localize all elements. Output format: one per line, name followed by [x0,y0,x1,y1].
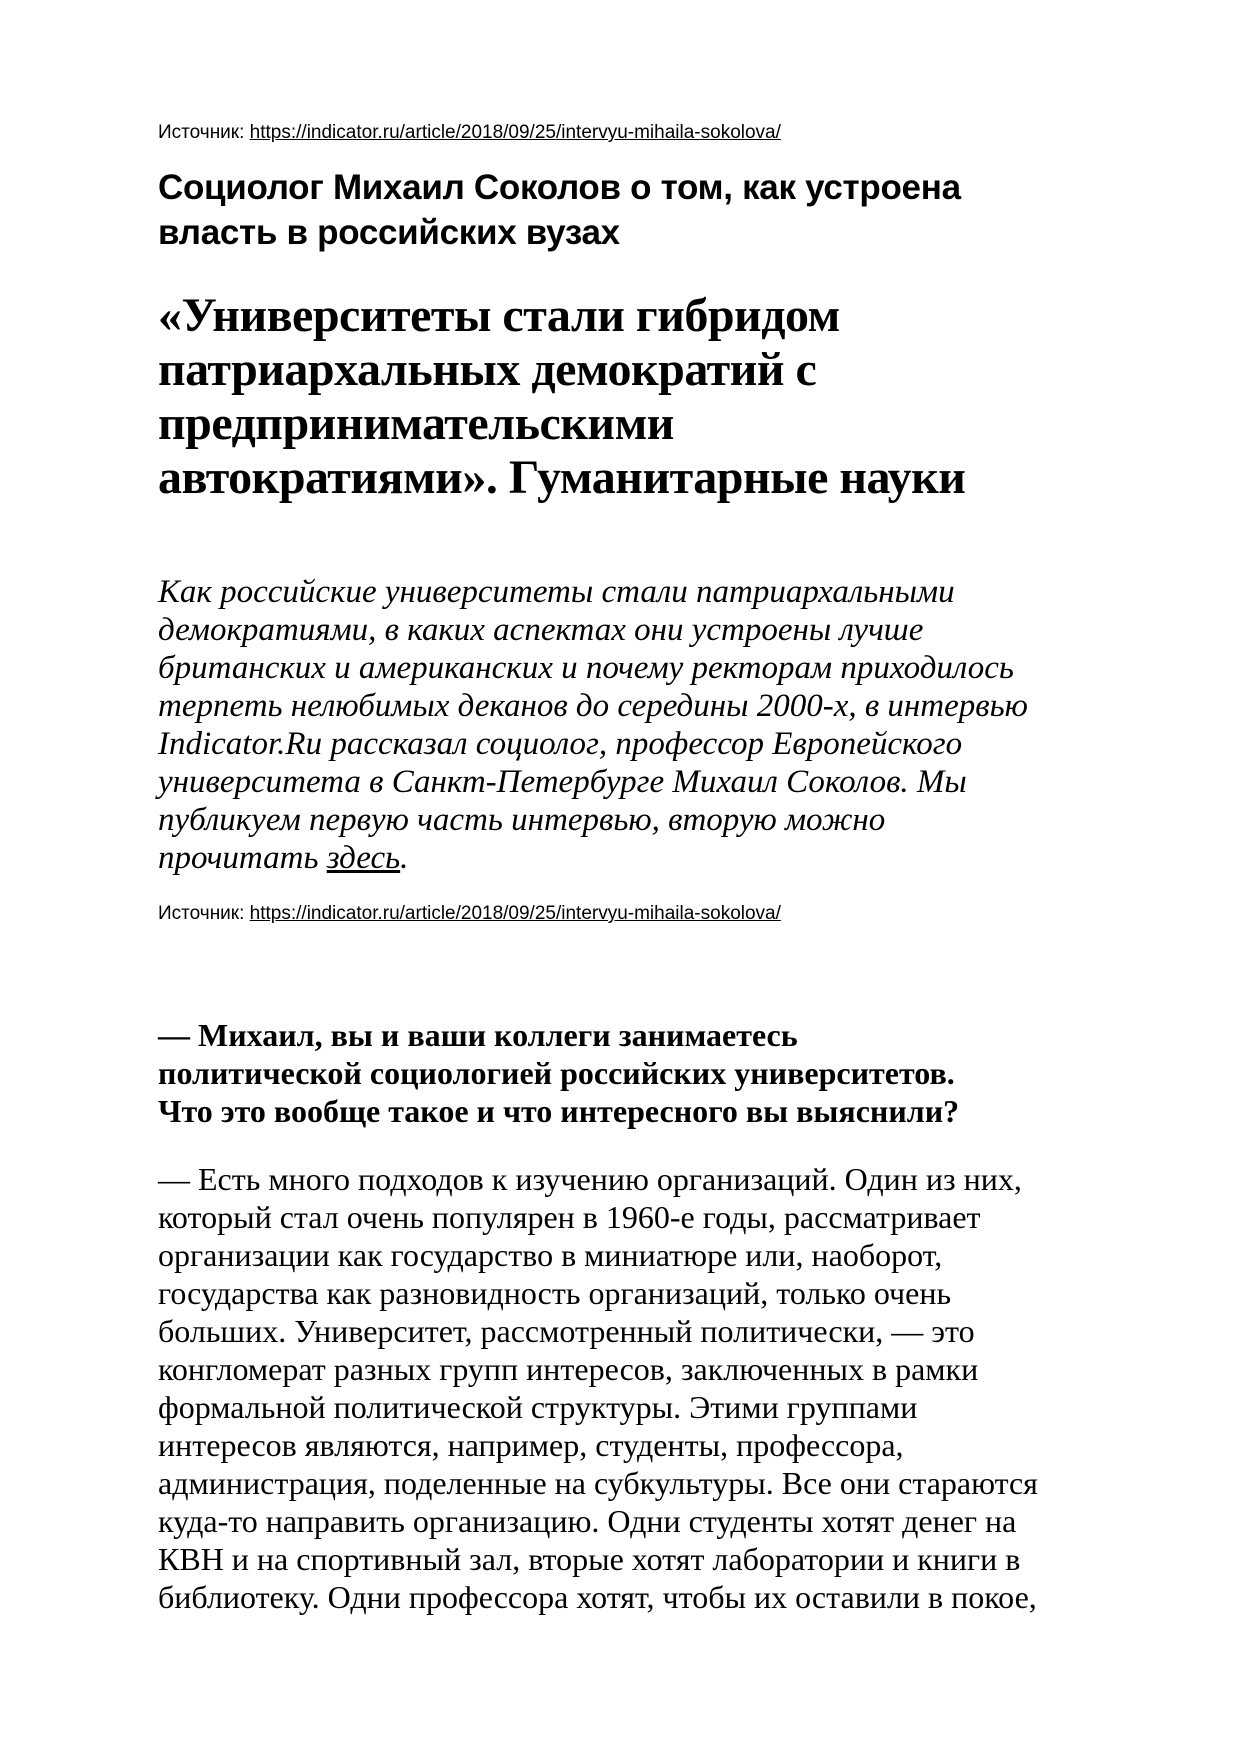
text-line: интересов являются, например, студенты, профессора, [158,1427,904,1463]
text-line: — Михаил, вы и ваши коллеги занимаетесь [158,1017,798,1053]
text-line: британских и американских и почему ректорам приходилось [158,650,1014,686]
text-line: государства как разновидность организаций, только очень [158,1275,952,1311]
text-line: «Университеты стали гибридом [158,289,840,342]
text-line: Indicator.Ru рассказал социолог, профессор Европейского [158,726,963,762]
source-label: Источник: [158,122,245,143]
lede-paragraph [158,573,1151,877]
text-line: больших. Университет, рассмотренный политически, — это [158,1313,975,1349]
text-line: терпеть нелюбимых деканов до середины 2000-х, в интервью [158,688,1028,724]
here-link[interactable]: здесь [326,840,401,876]
lede-link-prefix: прочитать [158,840,327,876]
source-line-top [158,120,1151,145]
text-line: организации как государство в миниатюре или, наоборот, [158,1237,943,1273]
interview-question [158,1016,1151,1130]
text-line: университета в Санкт-Петербурге Михаил Соколов. Мы [158,764,967,800]
text-line: — Есть много подходов к изучению организаций. Один из них, [158,1161,1022,1197]
source-url-link[interactable]: https://indicator.ru/article/2018/09/25/intervyu-mihaila-sokolova/ [249,122,781,143]
text-line: предпринимательскими [158,397,674,450]
text-line: конгломерат разных групп интересов, заключенных в рамки [158,1351,979,1387]
text-line: политической социологией российских университетов. [158,1055,955,1091]
text-line: Как российские университеты стали патриархальными [158,574,955,610]
lede-link-suffix: . [400,840,409,876]
text-line: публикуем первую часть интервью, вторую можно [158,802,886,838]
text-line: Что это вообще такое и что интересного вы выяснили? [158,1093,960,1129]
interview-answer [158,1160,1151,1616]
source-label: Источник: [158,903,245,924]
text-line: Социолог Михаил Соколов о том, как устроена [158,168,961,207]
text-line: власть в российских вузах [158,213,620,252]
text-line [158,839,1151,877]
text-line: автократиями». Гуманитарные науки [158,451,966,504]
article-title [158,289,1151,505]
article-subtitle [158,165,1151,255]
text-line: библиотеку. Одни профессора хотят, чтобы их оставили в покое, [158,1579,1037,1615]
source-url-link[interactable]: https://indicator.ru/article/2018/09/25/intervyu-mihaila-sokolova/ [249,903,781,924]
source-line-bottom [158,901,1151,926]
text-line: который стал очень популярен в 1960-е годы, рассматривает [158,1199,981,1235]
text-line: демократиями, в каких аспектах они устроены лучше [158,612,924,648]
text-line: куда-то направить организацию. Одни студенты хотят денег на [158,1503,1017,1539]
text-line: КВН и на спортивный зал, вторые хотят лаборатории и книги в [158,1541,1021,1577]
text-line: патриархальных демократий с [158,343,817,396]
text-line: администрация, поделенные на субкультуры. Все они стараются [158,1465,1038,1501]
text-line: формальной политической структуры. Этими группами [158,1389,918,1425]
